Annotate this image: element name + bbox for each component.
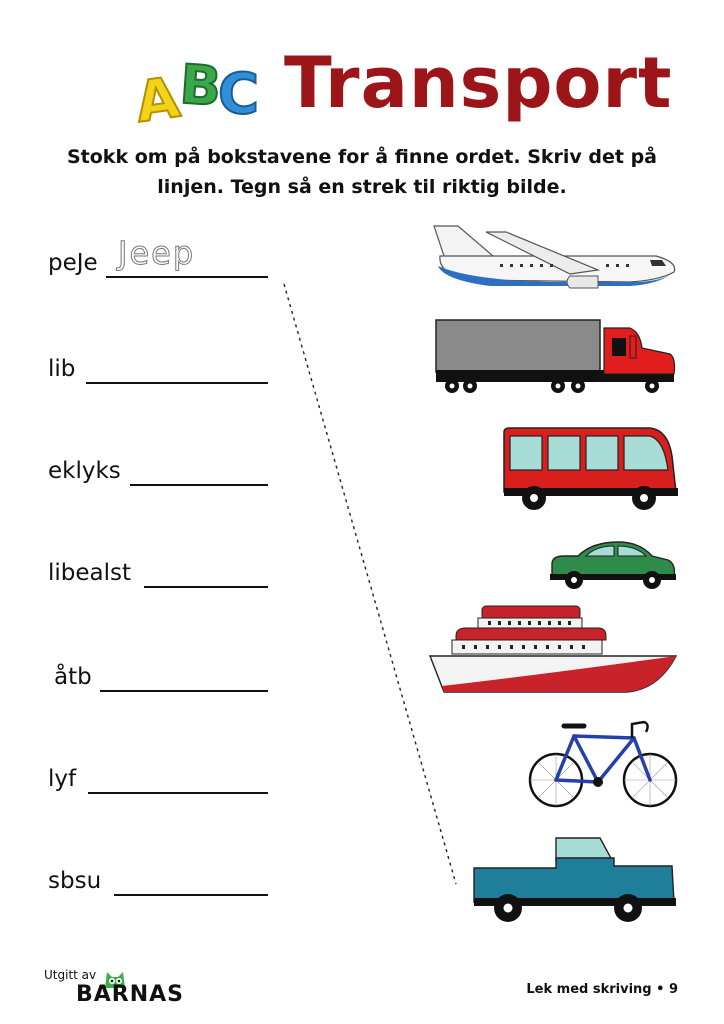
scrambled-word: lib	[48, 356, 76, 382]
title-letter-c: C	[218, 62, 260, 127]
example-answer: Jeep	[118, 234, 196, 272]
ship-picture[interactable]	[426, 604, 680, 696]
published-by-label: Utgitt av	[44, 968, 97, 982]
airplane-picture[interactable]	[430, 222, 680, 294]
scrambled-word: sbsu	[48, 868, 102, 894]
scrambled-word: åtb	[54, 664, 92, 690]
page-info: Lek med skriving • 9	[526, 982, 678, 997]
scrambled-word: libealst	[48, 560, 132, 586]
scrambled-word: eklyks	[48, 458, 121, 484]
title-letter-a: A	[131, 65, 184, 136]
scrambled-word: lyf	[48, 766, 77, 792]
truck-picture[interactable]	[434, 318, 680, 396]
jeep-picture[interactable]	[472, 836, 680, 926]
bus-picture[interactable]	[500, 426, 680, 516]
publisher-name: BARNAS	[76, 982, 185, 1007]
car-picture[interactable]	[548, 538, 678, 594]
bicycle-picture[interactable]	[528, 716, 680, 812]
publisher-logo	[44, 968, 184, 1010]
title-letter-b: B	[177, 52, 224, 119]
title-word: Transport	[284, 42, 673, 124]
scrambled-word: peJe	[48, 250, 98, 276]
instructions: Stokk om på bokstavene for å finne ordet. Skriv det på linjen. Tegn så en strek til riktig bilde.	[66, 146, 658, 198]
